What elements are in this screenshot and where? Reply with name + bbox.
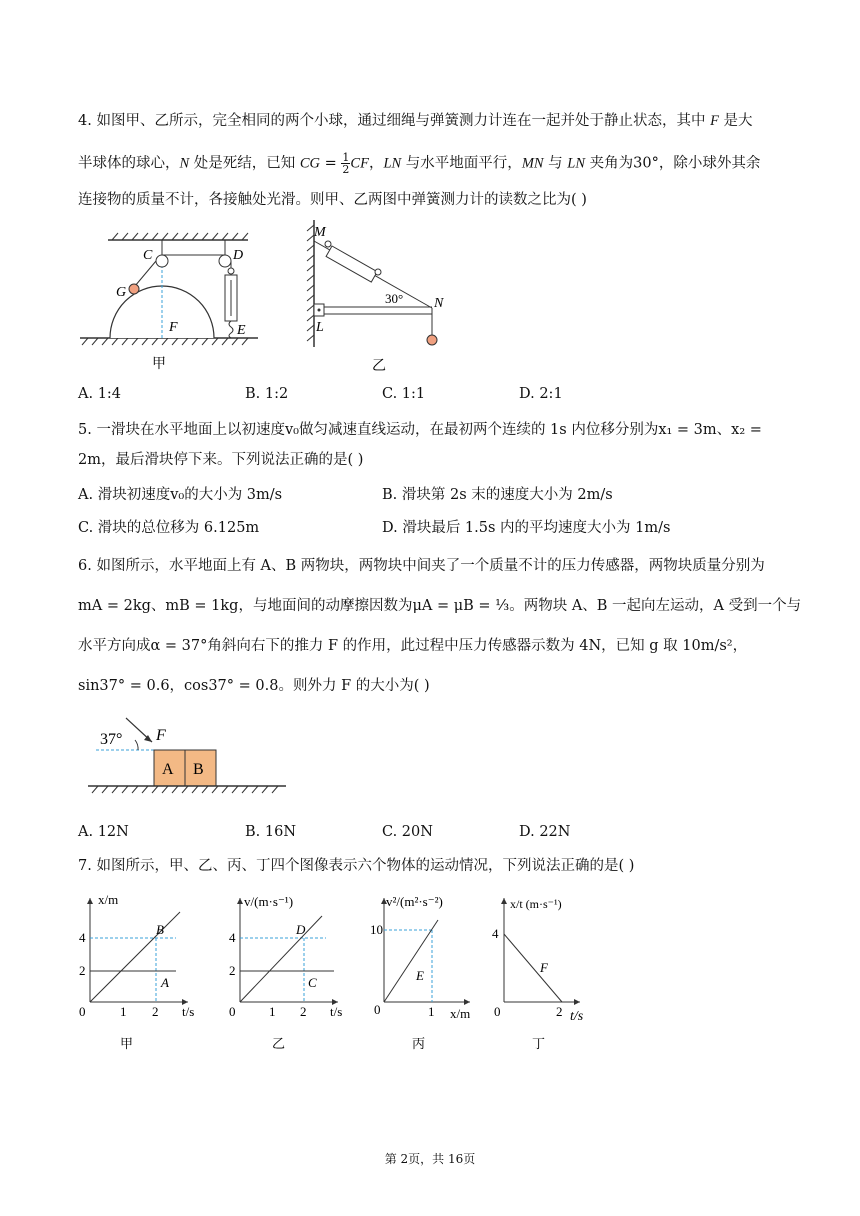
q5-option-c: C. 滑块的总位移为 6.125m [78,520,260,536]
q6-option-c: C. 20N [382,824,433,840]
g3-ytick-10: 10 [370,922,383,937]
label-L: L [316,320,324,335]
g1-line-B: B [156,922,164,937]
g1-ytick-2: 2 [79,963,86,978]
label-E: E [237,323,246,338]
q5-line2: 2m，最后滑块停下来。下列说法正确的是( ) [78,452,364,468]
q5-line1: 5. 一滑块在水平地面上以初速度v₀做匀减速直线运动，在最初两个连续的 1s 内位移分别为x₁ = 3m、x₂ = [78,422,762,438]
q4-line1: 4. 如图甲、乙所示，完全相同的两个小球，通过细绳与弹簧测力计连在一起并处于静止状态，其中 F 是大 [78,113,753,129]
g2-ytick-4: 4 [229,930,236,945]
g2-xtick-0: 0 [229,1004,236,1019]
q4-option-c: C. 1:1 [382,386,426,402]
g1-xtick-0: 0 [79,1004,86,1019]
g4-xtick-2: 2 [556,1004,563,1019]
label-D: D [233,248,244,263]
q5-option-d: D. 滑块最后 1.5s 内的平均速度大小为 1m/s [382,520,671,536]
q5-option-a: A. 滑块初速度v₀的大小为 3m/s [78,487,283,503]
q6-line3: 水平方向成α = 37°角斜向右下的推力 F 的作用，此过程中压力传感器示数为 4N，已知 g 取 10m/s²， [78,638,748,654]
g2-xtick-2: 2 [300,1004,307,1019]
label-C: C [143,248,153,263]
label-37deg: 37° [100,731,123,748]
g1-ylabel: x/m [98,892,119,907]
label-F: F [169,320,178,335]
label-M: M [314,225,326,240]
label-block-B: B [193,761,204,778]
g4-ylabel: x/t (m·s⁻¹) [510,897,562,911]
g2-xtick-1: 1 [269,1004,276,1019]
q4-option-a: A. 1:4 [78,386,122,402]
g1-caption: 甲 [120,1036,134,1051]
g3-line-E: E [416,968,424,983]
label-30deg: 30° [385,291,404,306]
g2-ytick-2: 2 [229,963,236,978]
q6-option-a: A. 12N [78,824,129,840]
graph-ding [490,890,620,1050]
label-N: N [434,296,444,311]
q4-option-b: B. 1:2 [245,386,289,402]
q6-line4: sin37° = 0.6，cos37° = 0.8。则外力 F 的大小为( ) [78,678,430,694]
graph-yi [226,890,356,1050]
q6-line1: 6. 如图所示，水平地面上有 A、B 两物块，两物块中间夹了一个质量不计的压力传感器，两物块质量分别为 [78,558,765,574]
g1-xtick-2: 2 [152,1004,159,1019]
g3-caption: 丙 [412,1036,426,1051]
q4-option-d: D. 2:1 [519,386,563,402]
caption-yi: 乙 [372,359,386,374]
g1-xtick-1: 1 [120,1004,127,1019]
g4-xtick-0: 0 [494,1004,501,1019]
g2-caption: 乙 [272,1036,286,1051]
label-block-A: A [162,761,174,778]
q4-line3: 连接物的质量不计，各接触处光滑。则甲、乙两图中弹簧测力计的读数之比为( ) [78,192,587,208]
g4-xlabel: t/s [570,1009,584,1024]
figure-q6 [88,712,288,802]
q6-option-b: B. 16N [245,824,297,840]
figure-yi [300,215,450,380]
g1-line-A: A [161,975,169,990]
label-G: G [116,285,127,300]
q5-option-b: B. 滑块第 2s 末的速度大小为 2m/s [382,487,613,503]
q4-line2: 半球体的球心，N 处是死结，已知 CG = $\frac{1}{2}$ CF，LN 与水平地面平行，MN 与 LN 夹角为30°，除小球外其余 [78,151,761,176]
g2-ylabel: v/(m·s⁻¹) [244,894,294,909]
g4-caption: 丁 [532,1036,546,1051]
g2-xlabel: t/s [330,1004,343,1019]
g3-xtick-0: 0 [374,1002,381,1017]
q6-option-d: D. 22N [519,824,571,840]
g3-xtick-1: 1 [428,1004,435,1019]
figure-jia [80,228,260,378]
graph-jia [76,890,206,1050]
q6-line2: mA = 2kg、mB = 1kg，与地面间的动摩擦因数为μA = μB = ⅓。两物块 A、B 一起向左运动，A 受到一个与 [78,598,802,614]
caption-jia: 甲 [152,357,166,372]
page-footer: 第 2页，共 16页 [384,1152,476,1166]
g3-xlabel: x/m [450,1006,471,1021]
g3-ylabel: v²/(m²·s⁻²) [386,894,443,909]
g1-xlabel: t/s [182,1004,195,1019]
g4-ytick-4: 4 [492,926,499,941]
q7-line1: 7. 如图所示，甲、乙、丙、丁四个图像表示六个物体的运动情况，下列说法正确的是( ) [78,858,635,874]
g2-line-C: C [308,975,317,990]
g1-ytick-4: 4 [79,930,86,945]
g2-line-D: D [296,922,306,937]
label-F-force: F [156,727,166,744]
graph-bing [370,890,500,1050]
g4-line-F: F [540,960,548,975]
